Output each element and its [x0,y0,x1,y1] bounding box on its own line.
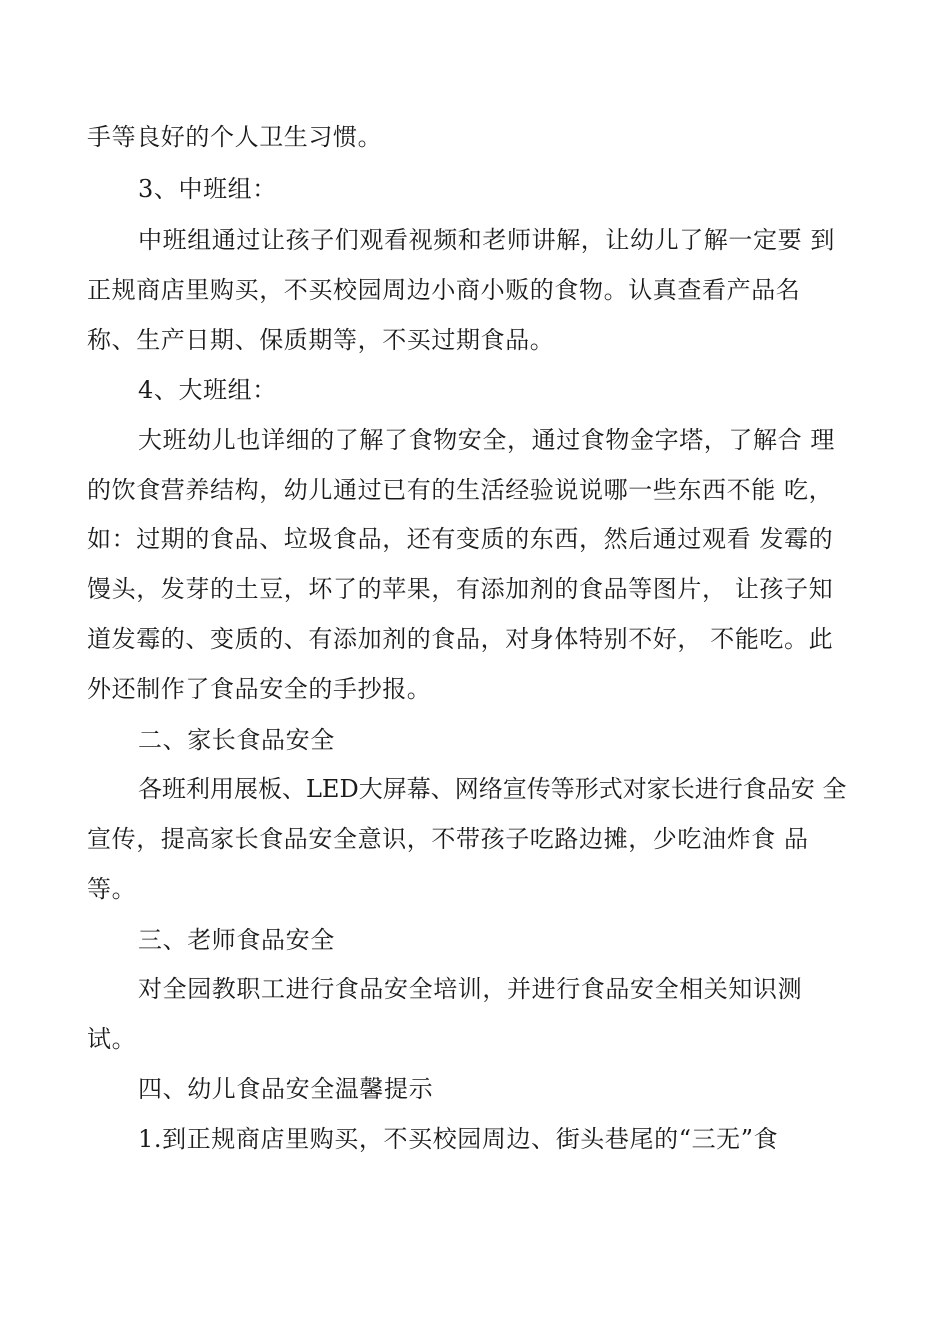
text-line: 道发霉的、变质的、有添加剂的食品，对身体特别不好， 不能吃。此 [87,625,834,653]
text-line: 宣传，提高家长食品安全意识，不带孩子吃路边摊，少吃油炸食 品 [87,825,809,853]
section-heading: 3、中班组： [138,175,277,203]
text-line: 馒头，发芽的土豆，坏了的苹果，有添加剂的食品等图片， 让孩子知 [87,575,834,603]
text-line: 如：过期的食品、垃圾食品，还有变质的东西，然后通过观看 发霉的 [87,525,834,553]
section-heading: 二、家长食品安全 [138,726,335,754]
text-line: 称、生产日期、保质期等，不买过期食品。 [87,326,555,354]
text-line: 等。 [87,875,137,903]
text-line: 大班幼儿也详细的了解了食物安全，通过食物金字塔，了解合 理 [138,426,836,454]
section-heading: 三、老师食品安全 [138,926,335,954]
section-heading: 4、大班组： [138,376,277,404]
text-line: 手等良好的个人卫生习惯。 [87,123,383,151]
text-line: 各班利用展板、LED大屏幕、网络宣传等形式对家长进行食品安 全 [138,775,847,803]
text-line: 对全园教职工进行食品安全培训，并进行食品安全相关知识测 [138,975,803,1003]
section-heading: 四、幼儿食品安全温馨提示 [138,1075,434,1103]
text-line: 试。 [87,1025,137,1053]
text-line: 的饮食营养结构，幼儿通过已有的生活经验说说哪一些东西不能 吃， [87,476,834,504]
text-line: 正规商店里购买，不买校园周边小商小贩的食物。认真查看产品名 [87,276,801,304]
text-line: 外还制作了食品安全的手抄报。 [87,675,432,703]
text-line: 中班组通过让孩子们观看视频和老师讲解，让幼儿了解一定要 到 [138,226,836,254]
list-item: 1.到正规商店里购买，不买校园周边、街头巷尾的“三无”食 [138,1125,779,1153]
